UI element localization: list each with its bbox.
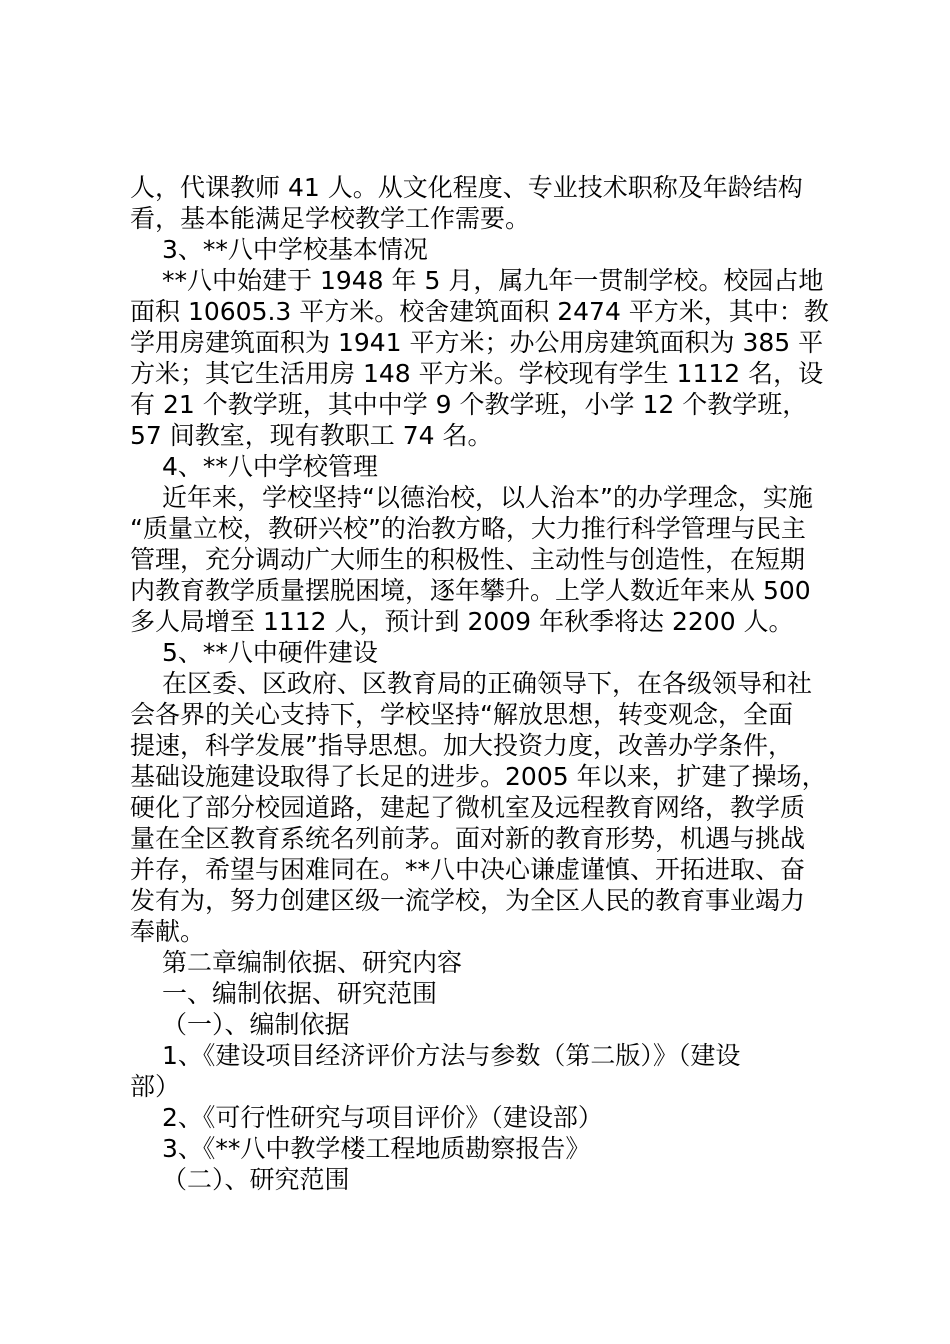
text-line: “质量立校，教研兴校”的治教方略，大力推行科学管理与民主 xyxy=(130,514,806,543)
text-line: 57 间教室，现有教职工 74 名。 xyxy=(130,421,493,450)
text-line: 硬化了部分校园道路，建起了微机室及远程教育网络，教学质 xyxy=(130,793,806,822)
chapter-heading: 第二章编制依据、研究内容 xyxy=(162,948,463,977)
text-line: 有 21 个教学班，其中中学 9 个教学班，小学 12 个教学班， xyxy=(130,390,808,419)
text-line: 发有为，努力创建区级一流学校，为全区人民的教育事业竭力 xyxy=(130,886,806,915)
text-line: 方米；其它生活用房 148 平方米。学校现有学生 1112 名，设 xyxy=(130,359,824,388)
document-body xyxy=(130,172,840,1195)
text-line: 面积 10605.3 平方米。校舍建筑面积 2474 平方米，其中：教 xyxy=(130,297,829,326)
section-heading: 3、**八中学校基本情况 xyxy=(162,235,428,264)
section-heading: 5、**八中硬件建设 xyxy=(162,638,378,667)
text-line: 看，基本能满足学校教学工作需要。 xyxy=(130,204,531,233)
list-item: 2、《可行性研究与项目评价》（建设部） xyxy=(162,1103,603,1132)
text-line: 管理，充分调动广大师生的积极性、主动性与创造性，在短期 xyxy=(130,545,806,574)
list-item: 1、《建设项目经济评价方法与参数（第二版）》（建设 xyxy=(162,1041,741,1070)
text-line: 近年来，学校坚持“以德治校，以人治本”的办学理念，实施 xyxy=(162,483,813,512)
list-item: 3、《**八中教学楼工程地质勘察报告》 xyxy=(162,1134,591,1163)
text-line: 多人局增至 1112 人，预计到 2009 年秋季将达 2200 人。 xyxy=(130,607,794,636)
text-line: 学用房建筑面积为 1941 平方米；办公用房建筑面积为 385 平 xyxy=(130,328,824,357)
subsection-heading: （二）、研究范围 xyxy=(162,1165,350,1194)
text-line: 量在全区教育系统名列前茅。面对新的教育形势，机遇与挑战 xyxy=(130,824,806,853)
text-line: 内教育教学质量摆脱困境，逐年攀升。上学人数近年来从 500 xyxy=(130,576,811,605)
text-line: 在区委、区政府、区教育局的正确领导下，在各级领导和社 xyxy=(162,669,813,698)
text-line: 人，代课教师 41 人。从文化程度、专业技术职称及年龄结构 xyxy=(130,173,803,202)
section-heading: 4、**八中学校管理 xyxy=(162,452,378,481)
subsection-heading: （一）、编制依据 xyxy=(162,1010,350,1039)
text-line: 并存，希望与困难同在。**八中决心谦虚谨慎、开拓进取、奋 xyxy=(130,855,806,884)
text-line: 基础设施建设取得了长足的进步。2005 年以来，扩建了操场， xyxy=(130,762,827,791)
text-line: 奉献。 xyxy=(130,917,206,946)
text-line: 提速，科学发展”指导思想。加大投资力度，改善办学条件， xyxy=(130,731,793,760)
text-line: 会各界的关心支持下，学校坚持“解放思想，转变观念，全面 xyxy=(130,700,793,729)
section-heading: 一、编制依据、研究范围 xyxy=(162,979,438,1008)
text-line: **八中始建于 1948 年 5 月，属九年一贯制学校。校园占地 xyxy=(162,266,824,295)
list-item-continuation: 部） xyxy=(130,1072,181,1101)
